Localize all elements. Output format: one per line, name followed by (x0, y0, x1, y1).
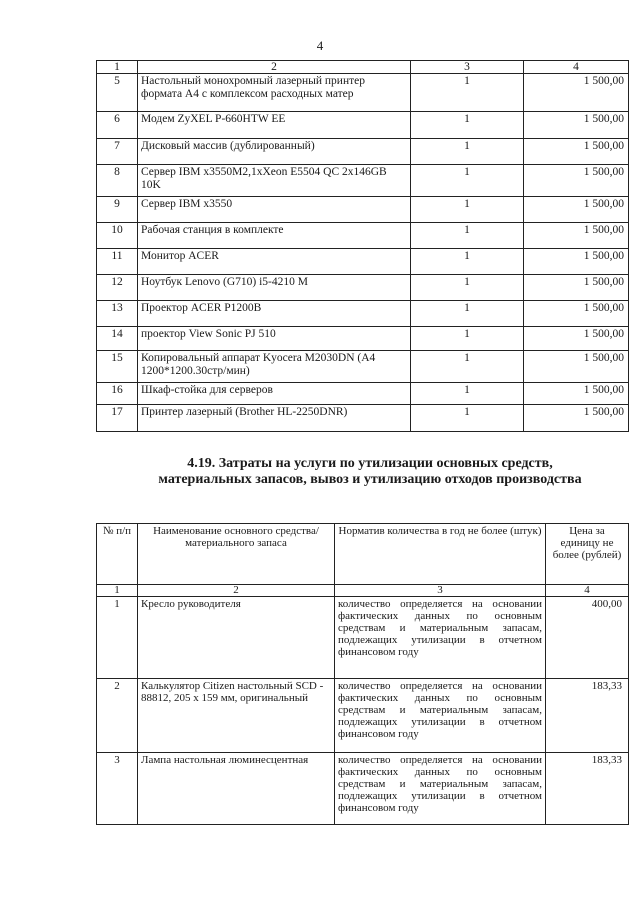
row-number: 13 (97, 301, 138, 327)
table-row (97, 679, 629, 753)
row-number: 10 (97, 223, 138, 249)
page-number: 4 (316, 38, 324, 53)
item-name: Дисковый массив (дублированный) (138, 139, 411, 165)
item-name: Ноутбук Lenovo (G710) i5-4210 M (138, 275, 411, 301)
item-norm: количество определяется на основании фактических данных по основным средствам и материальным запасам, подлежащих утилизации в отчетном финансовом году (335, 679, 546, 753)
row-number: 8 (97, 165, 138, 197)
column-number: 3 (335, 585, 546, 597)
header-cell-number: № п/п (97, 524, 138, 585)
item-price: 1 500,00 (524, 405, 629, 432)
table-header-row (97, 524, 629, 585)
row-number: 7 (97, 139, 138, 165)
header-cell: 1 (97, 61, 138, 74)
item-name: Сервер IBM x3550 (138, 197, 411, 223)
table-row (97, 197, 629, 223)
table-row (97, 139, 629, 165)
item-quantity: 1 (411, 351, 524, 383)
column-number: 1 (97, 585, 138, 597)
header-cell-name: Наименование основного средства/ материального запаса (138, 524, 335, 585)
item-quantity: 1 (411, 74, 524, 112)
row-number: 3 (97, 753, 138, 825)
equipment-table (96, 60, 629, 432)
row-number: 6 (97, 112, 138, 139)
item-price: 1 500,00 (524, 351, 629, 383)
item-name: Модем ZyXEL P-660HTW EE (138, 112, 411, 139)
header-cell-price: Цена за единицу не более (рублей) (546, 524, 629, 585)
item-price: 1 500,00 (524, 301, 629, 327)
item-name: Копировальный аппарат Kyocera M2030DN (A4 1200*1200.30стр/мин) (138, 351, 411, 383)
table-row (97, 597, 629, 679)
item-price: 400,00 (546, 597, 629, 679)
table-header-row (97, 61, 629, 74)
table-row (97, 275, 629, 301)
item-price: 1 500,00 (524, 275, 629, 301)
item-quantity: 1 (411, 197, 524, 223)
table-row (97, 405, 629, 432)
item-name: Принтер лазерный (Brother HL-2250DNR) (138, 405, 411, 432)
item-quantity: 1 (411, 301, 524, 327)
row-number: 14 (97, 327, 138, 351)
disposal-table (96, 523, 629, 825)
item-price: 1 500,00 (524, 197, 629, 223)
item-name: Настольный монохромный лазерный принтер формата А4 с комплексом расходных матер (138, 74, 411, 112)
item-quantity: 1 (411, 327, 524, 351)
item-quantity: 1 (411, 275, 524, 301)
item-price: 1 500,00 (524, 139, 629, 165)
header-cell-norm: Норматив количества в год не более (штук) (335, 524, 546, 585)
item-price: 1 500,00 (524, 249, 629, 275)
item-quantity: 1 (411, 165, 524, 197)
item-norm: количество определяется на основании фактических данных по основным средствам и материальным запасам, подлежащих утилизации в отчетном финансовом году (335, 753, 546, 825)
row-number: 11 (97, 249, 138, 275)
table-row (97, 249, 629, 275)
item-price: 183,33 (546, 679, 629, 753)
row-number: 15 (97, 351, 138, 383)
row-number: 17 (97, 405, 138, 432)
item-name: Сервер IBM x3550M2,1xXeon E5504 QC 2x146GB 10K (138, 165, 411, 197)
item-price: 1 500,00 (524, 165, 629, 197)
item-name: Монитор ACER (138, 249, 411, 275)
row-number: 5 (97, 74, 138, 112)
item-price: 1 500,00 (524, 74, 629, 112)
table-row (97, 74, 629, 112)
table-row (97, 753, 629, 825)
item-quantity: 1 (411, 249, 524, 275)
item-quantity: 1 (411, 405, 524, 432)
item-price: 1 500,00 (524, 383, 629, 405)
header-cell: 2 (138, 61, 411, 74)
row-number: 9 (97, 197, 138, 223)
column-number-row (97, 585, 629, 597)
column-number: 4 (546, 585, 629, 597)
item-name: Калькулятор Citizen настольный SCD - 88812, 205 х 159 мм, оригинальный (138, 679, 335, 753)
item-quantity: 1 (411, 383, 524, 405)
table-row (97, 351, 629, 383)
table-row (97, 112, 629, 139)
item-price: 1 500,00 (524, 223, 629, 249)
item-norm: количество определяется на основании фактических данных по основным средствам и материальным запасам, подлежащих утилизации в отчетном финансовом году (335, 597, 546, 679)
header-cell: 4 (524, 61, 629, 74)
item-price: 183,33 (546, 753, 629, 825)
row-number: 16 (97, 383, 138, 405)
table-row (97, 383, 629, 405)
item-name: Рабочая станция в комплекте (138, 223, 411, 249)
item-name: Проектор ACER P1200B (138, 301, 411, 327)
item-name: проектор View Sonic PJ 510 (138, 327, 411, 351)
row-number: 1 (97, 597, 138, 679)
column-number: 2 (138, 585, 335, 597)
item-name: Лампа настольная люминесцентная (138, 753, 335, 825)
item-price: 1 500,00 (524, 112, 629, 139)
item-name: Кресло руководителя (138, 597, 335, 679)
row-number: 12 (97, 275, 138, 301)
item-price: 1 500,00 (524, 327, 629, 351)
table-row (97, 301, 629, 327)
item-quantity: 1 (411, 223, 524, 249)
item-quantity: 1 (411, 112, 524, 139)
table-row (97, 165, 629, 197)
item-name: Шкаф-стойка для серверов (138, 383, 411, 405)
table-row (97, 327, 629, 351)
header-cell: 3 (411, 61, 524, 74)
section-title: 4.19. Затраты на услуги по утилизации основных средств, материальных запасов, вывоз и утилизацию отходов производства (158, 456, 582, 487)
item-quantity: 1 (411, 139, 524, 165)
table-row (97, 223, 629, 249)
row-number: 2 (97, 679, 138, 753)
